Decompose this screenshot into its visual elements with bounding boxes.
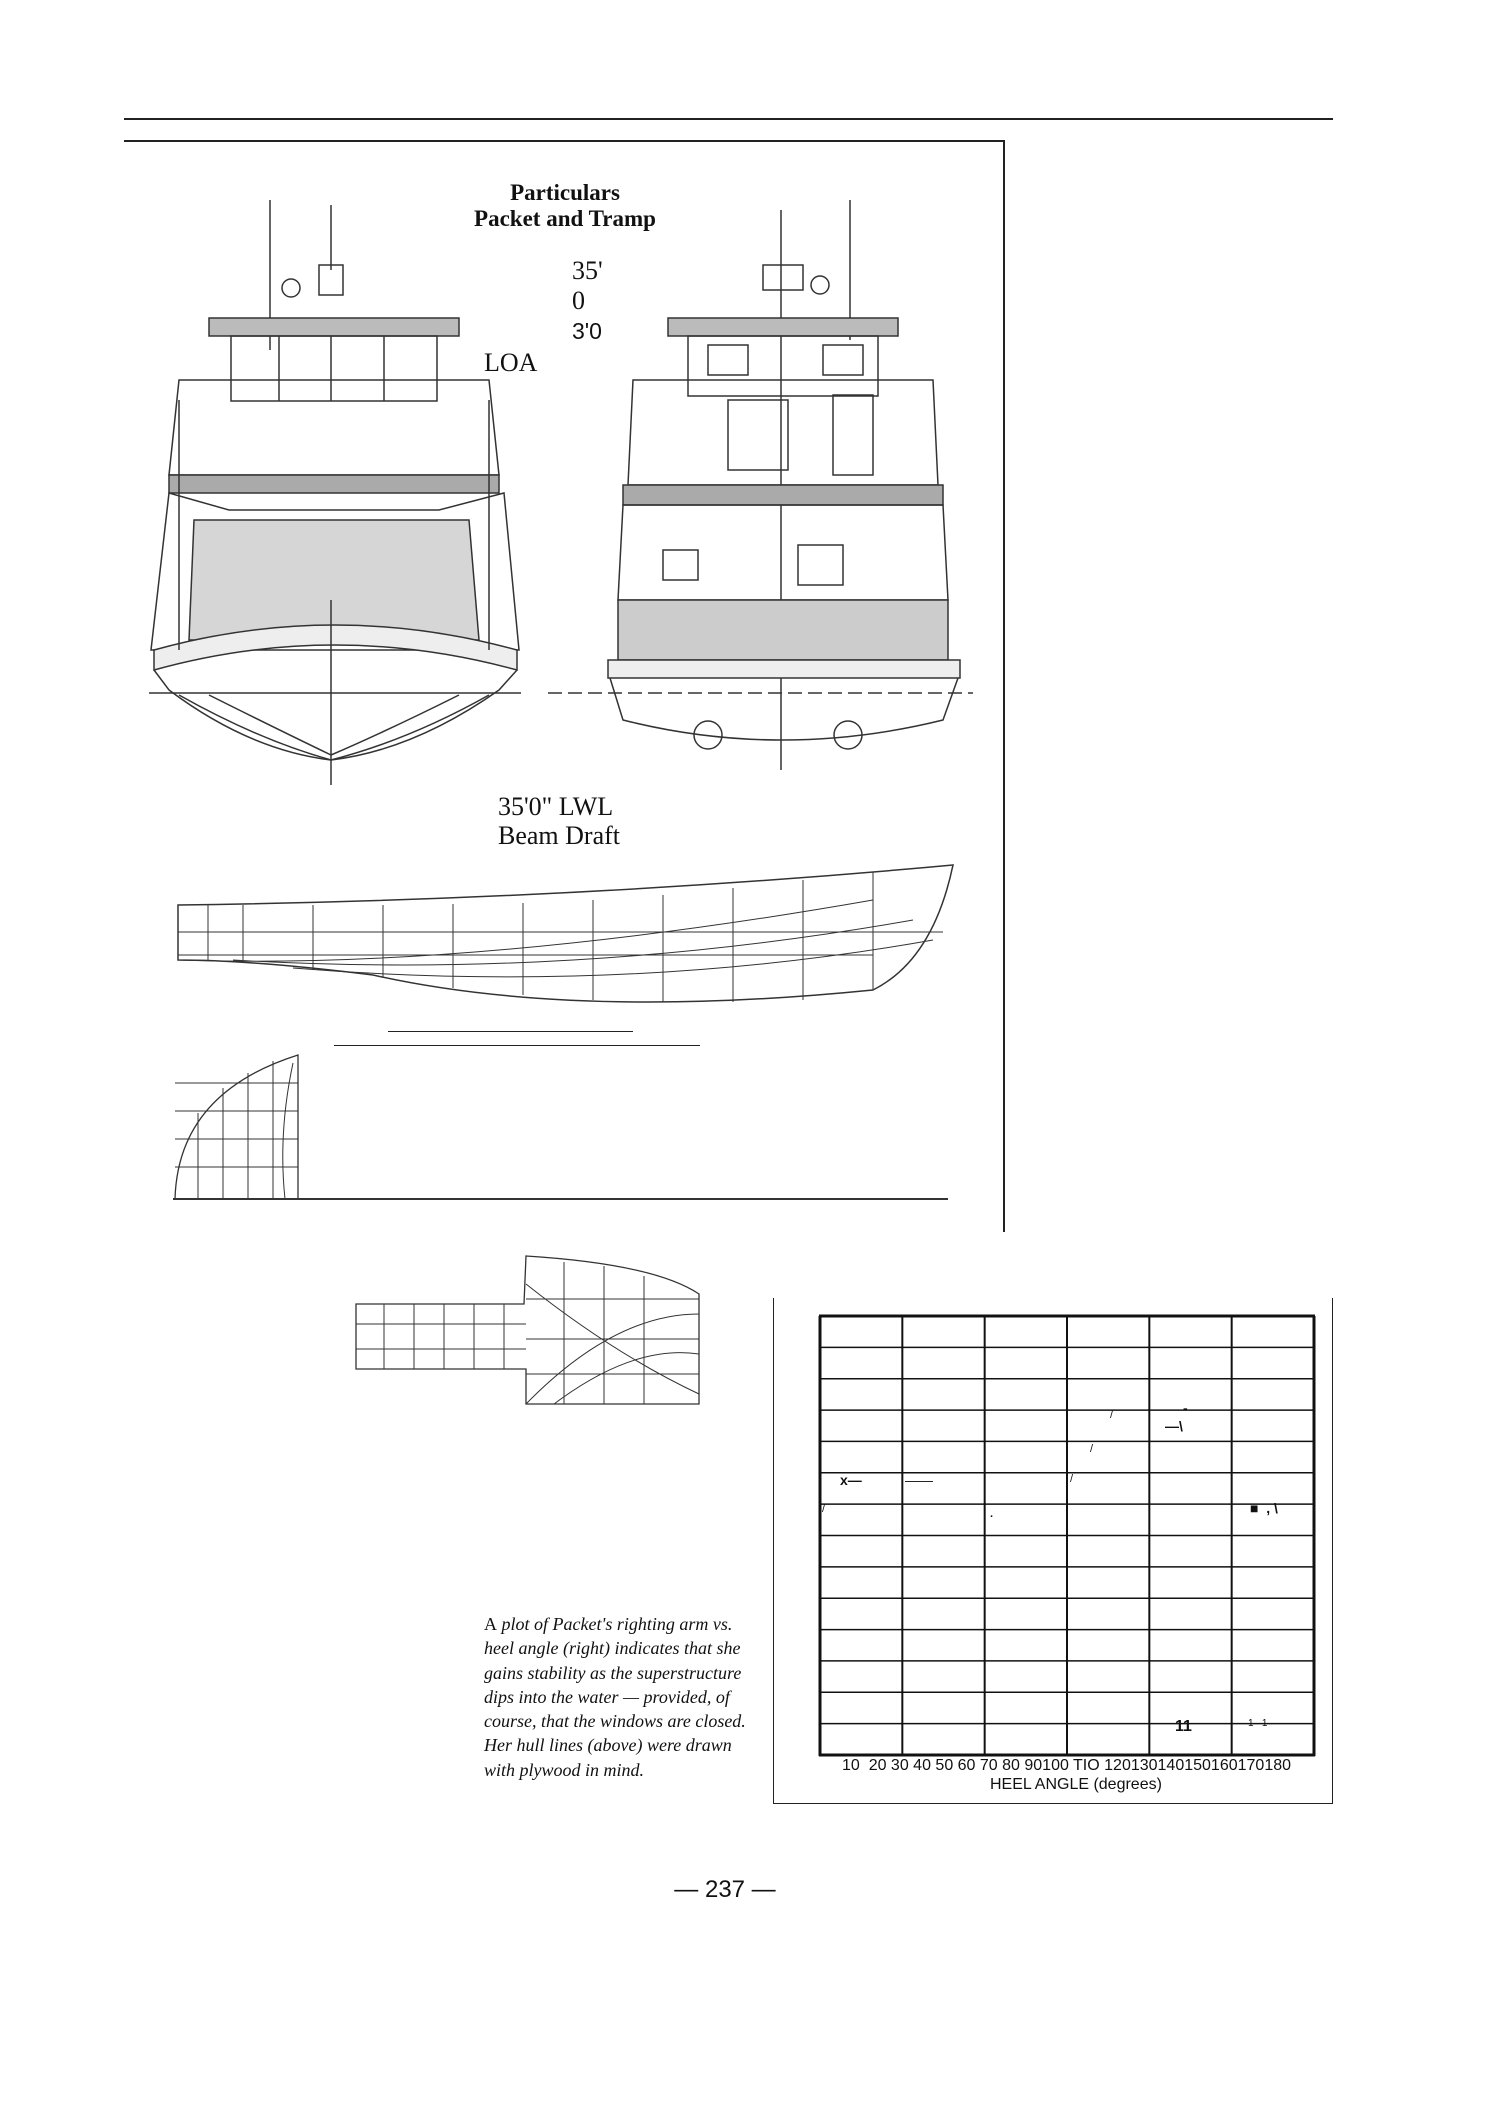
- x-tick-labels: 10 20 30 40 50 60 70 80 90100 TIO 120130140150160170180: [842, 1757, 1292, 1774]
- chart-annotation: /: [1110, 1409, 1114, 1421]
- loa-label: LOA: [484, 348, 538, 377]
- loa-value-3: 3'0: [572, 318, 602, 344]
- lwl-label: 35'0" LWL: [498, 792, 614, 821]
- righting-arm-chart: [819, 1315, 1316, 1757]
- figure-caption: [484, 1612, 754, 1782]
- body-plan-drawing: [173, 1053, 953, 1203]
- caption-text: plot of Packet's righting arm vs. heel angle (right) indicates that she gains stability as the superstructure dips into the water — provided, of course, that the windows are closed. Her hull lines (above) were drawn with plywood in mind.: [484, 1614, 746, 1780]
- chart-annotation: /: [822, 1503, 826, 1515]
- chart-annotation: .: [990, 1508, 994, 1520]
- chart-frame-left: [773, 1298, 774, 1804]
- chart-frame-bottom: [773, 1803, 1333, 1804]
- plan-view-drawing: [354, 1254, 704, 1406]
- chart-frame-right: [1332, 1298, 1333, 1804]
- chart-annotation: /: [1090, 1443, 1094, 1455]
- loa-value-2: 0: [572, 286, 585, 315]
- loa-value-1: 35': [572, 256, 603, 285]
- x-axis-label: HEEL ANGLE (degrees): [990, 1776, 1162, 1793]
- chart-annotation: /: [1070, 1473, 1074, 1485]
- chart-annotation: ■ , \: [1250, 1500, 1278, 1516]
- stern-view-drawing: [548, 200, 973, 775]
- chart-annotation: -: [1183, 1400, 1188, 1416]
- figure-top-rule: [124, 140, 1004, 142]
- chart-annotation: —\: [1165, 1418, 1183, 1434]
- page-number: — 237 —: [674, 1876, 776, 1903]
- chart-annotation: 1 1: [1248, 1718, 1268, 1729]
- hull-profile-drawing: [173, 860, 968, 1020]
- chart-annotation: ——: [905, 1472, 933, 1488]
- chart-annotation: ---------: [992, 1498, 1025, 1510]
- particulars-subtitle: Packet and Tramp: [474, 206, 656, 231]
- chart-annotation: x—: [840, 1472, 862, 1488]
- profile-rule-2: [334, 1045, 700, 1046]
- figure-right-rule: [1003, 140, 1005, 1232]
- beam-draft-label: Beam Draft: [498, 821, 621, 850]
- caption-lead: A: [484, 1614, 497, 1634]
- top-rule: [124, 118, 1333, 120]
- particulars-title: Particulars: [510, 180, 620, 205]
- profile-rule-1: [388, 1031, 633, 1032]
- chart-annotation: 11: [1175, 1718, 1192, 1735]
- bow-view-drawing: [149, 200, 521, 785]
